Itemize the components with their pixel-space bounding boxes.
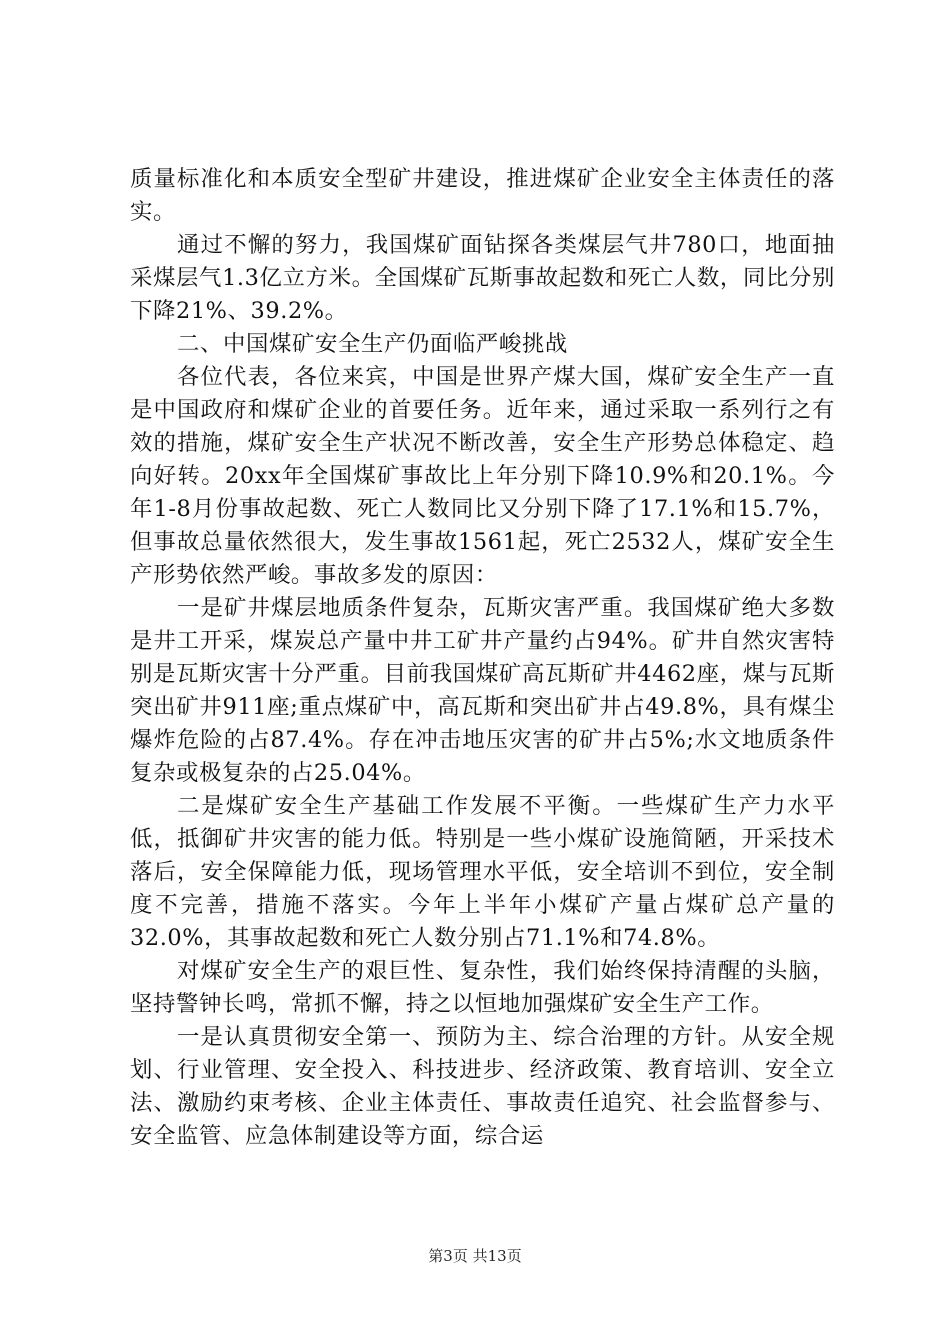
paragraph-overview: 各位代表，各位来宾，中国是世界产煤大国，煤矿安全生产一直是中国政府和煤矿企业的首要任务。近年来，通过采取一系列行之有效的措施，煤矿安全生产状况不断改善，安全生产形势总体稳定、趋向好转。20xx年全国煤矿事故比上年分别下降10.9%和20.1%。今年1-8月份事故起数、死亡人数同比又分别下降了17.1%和15.7%，但事故总量依然很大，发生事故1561起，死亡2532人，煤矿安全生产形势依然严峻。事故多发的原因： bbox=[130, 364, 835, 588]
paragraph-gas-drilling: 通过不懈的努力，我国煤矿面钻探各类煤层气井780口，地面抽采煤层气1.3亿立方米。全国煤矿瓦斯事故起数和死亡人数，同比分别下降21%、39.2%。 bbox=[130, 232, 835, 324]
section-heading-challenges: 二、中国煤矿安全生产仍面临严峻挑战 bbox=[177, 331, 568, 357]
document-body bbox=[130, 163, 835, 1153]
paragraph-reason-one: 一是矿井煤层地质条件复杂，瓦斯灾害严重。我国煤矿绝大多数是井工开采，煤炭总产量中井工矿井产量约占94%。矿井自然灾害特别是瓦斯灾害十分严重。目前我国煤矿高瓦斯矿井4462座，煤与瓦斯突出矿井911座;重点煤矿中，高瓦斯和突出矿井占49.8%，具有煤尘爆炸危险的占87.4%。存在冲击地压灾害的矿井占5%;水文地质条件复杂或极复杂的占25.04%。 bbox=[130, 595, 835, 786]
paragraph-awareness: 对煤矿安全生产的艰巨性、复杂性，我们始终保持清醒的头脑，坚持警钟长鸣，常抓不懈，持之以恒地加强煤矿安全生产工作。 bbox=[130, 958, 835, 1017]
paragraph-measure-one: 一是认真贯彻安全第一、预防为主、综合治理的方针。从安全规划、行业管理、安全投入、科技进步、经济政策、教育培训、安全立法、激励约束考核、企业主体责任、事故责任追究、社会监督参与、安全监管、应急体制建设等方面，综合运 bbox=[130, 1024, 835, 1149]
page-footer: 第3页 共13页 bbox=[428, 1247, 522, 1265]
paragraph-continuation: 质量标准化和本质安全型矿井建设，推进煤矿企业安全主体责任的落实。 bbox=[130, 166, 835, 225]
paragraph-reason-two: 二是煤矿安全生产基础工作发展不平衡。一些煤矿生产力水平低，抵御矿井灾害的能力低。特别是一些小煤矿设施简陋，开采技术落后，安全保障能力低，现场管理水平低，安全培训不到位，安全制度不完善，措施不落实。今年上半年小煤矿产量占煤矿总产量的32.0%，其事故起数和死亡人数分别占71.1%和74.8%。 bbox=[130, 793, 835, 951]
